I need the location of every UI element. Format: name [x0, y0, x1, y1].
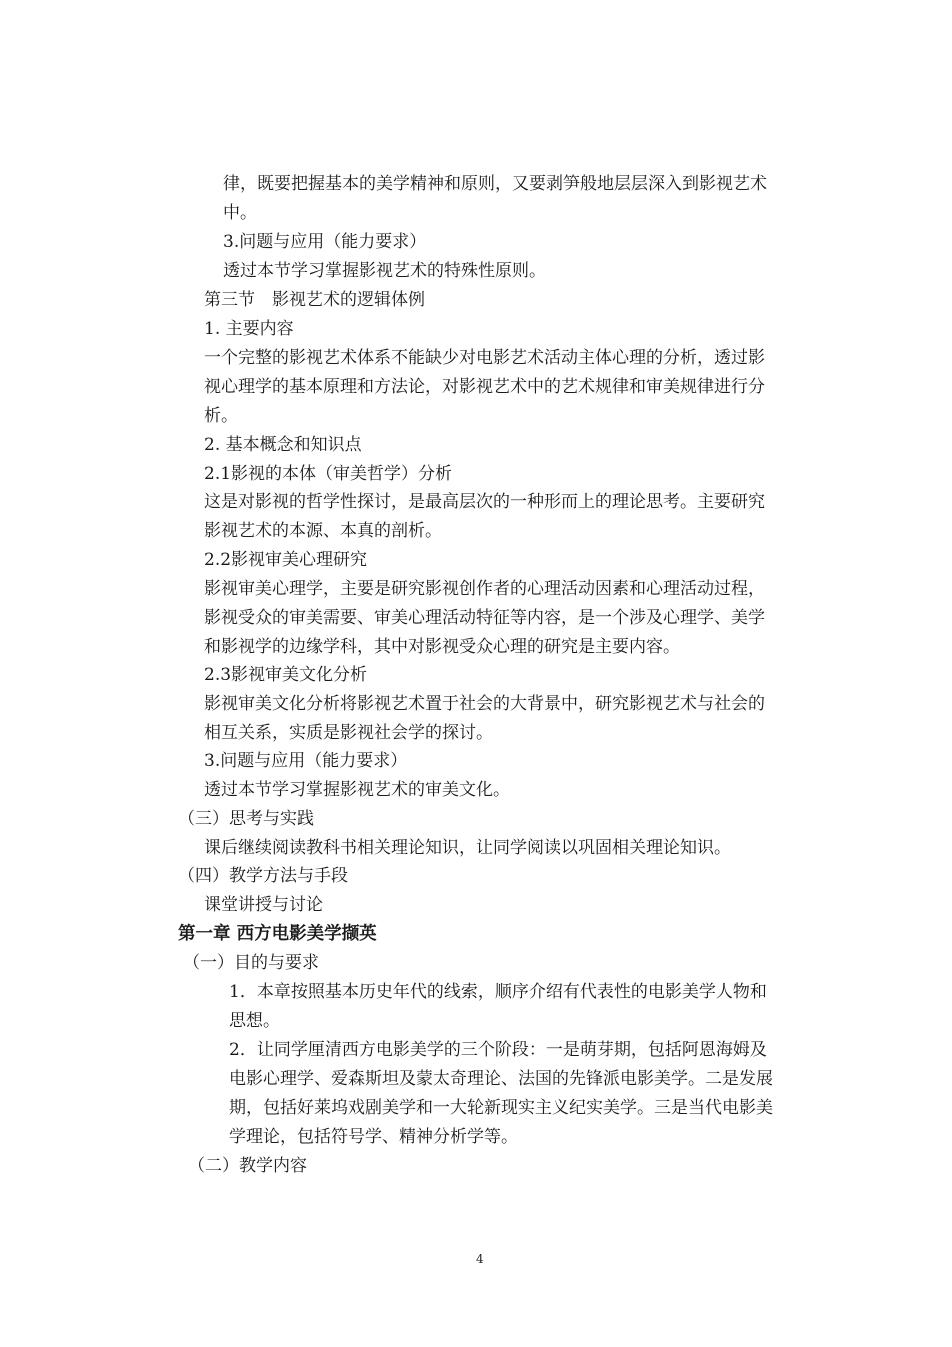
section-heading: 第三节 影视艺术的逻辑体例 [204, 290, 425, 310]
text-line: 电影心理学、爱森斯坦及蒙太奇理论、法国的先锋派电影美学。二是发展 [229, 1069, 773, 1089]
text-line: 一个完整的影视艺术体系不能缺少对电影艺术活动主体心理的分析，透过影 [204, 348, 765, 368]
text-line: 透过本节学习掌握影视艺术的特殊性原则。 [223, 261, 546, 281]
text-line: 期，包括好莱坞戏剧美学和一大轮新现实主义纪实美学。三是当代电影美 [229, 1098, 773, 1118]
section-heading: （一）目的与要求 [183, 953, 319, 973]
text-line: 中。 [223, 203, 257, 223]
text-line: 视心理学的基本原理和方法论，对影视艺术中的艺术规律和审美规律进行分 [204, 377, 765, 397]
text-line: 课后继续阅读教科书相关理论知识，让同学阅读以巩固相关理论知识。 [204, 838, 731, 858]
text-line: 影视审美心理学，主要是研究影视创作者的心理活动因素和心理活动过程， [204, 579, 765, 599]
text-line: 影视受众的审美需要、审美心理活动特征等内容，是一个涉及心理学、美学 [204, 608, 765, 628]
text-line: 1．本章按照基本历史年代的线索，顺序介绍有代表性的电影美学人物和 [229, 982, 767, 1002]
section-heading: （四）教学方法与手段 [178, 866, 348, 886]
text-line: 2.2影视审美心理研究 [204, 550, 368, 570]
text-line: 影视审美文化分析将影视艺术置于社会的大背景中，研究影视艺术与社会的 [204, 694, 765, 714]
text-line: 透过本节学习掌握影视艺术的审美文化。 [204, 780, 510, 800]
text-line: 学理论，包括符号学、精神分析学等。 [229, 1127, 518, 1147]
chapter-title: 第一章 西方电影美学撷英 [178, 924, 377, 944]
text-line: 1. 主要内容 [204, 319, 294, 339]
text-line: 2.3影视审美文化分析 [204, 665, 368, 685]
text-line: 律，既要把握基本的美学精神和原则，又要剥笋般地层层深入到影视艺术 [223, 174, 767, 194]
section-heading: （三）思考与实践 [178, 809, 314, 829]
text-line: 这是对影视的哲学性探讨，是最高层次的一种形而上的理论思考。主要研究 [204, 492, 765, 512]
text-line: 影视艺术的本源、本真的剖析。 [204, 521, 442, 541]
text-line: 相互关系，实质是影视社会学的探讨。 [204, 723, 493, 743]
text-line: 和影视学的边缘学科，其中对影视受众心理的研究是主要内容。 [204, 637, 680, 657]
text-line: 课堂讲授与讨论 [204, 895, 323, 915]
section-heading: （二）教学内容 [188, 1156, 307, 1176]
text-line: 2.1影视的本体（审美哲学）分析 [204, 464, 453, 484]
text-line: 2．让同学厘清西方电影美学的三个阶段：一是萌芽期，包括阿恩海姆及 [229, 1040, 767, 1060]
text-line: 2. 基本概念和知识点 [204, 435, 362, 455]
text-line: 3.问题与应用（能力要求） [223, 232, 427, 252]
page-number: 4 [476, 1252, 484, 1266]
text-line: 析。 [204, 406, 238, 426]
text-line: 思想。 [229, 1011, 280, 1031]
text-line: 3.问题与应用（能力要求） [204, 751, 408, 771]
